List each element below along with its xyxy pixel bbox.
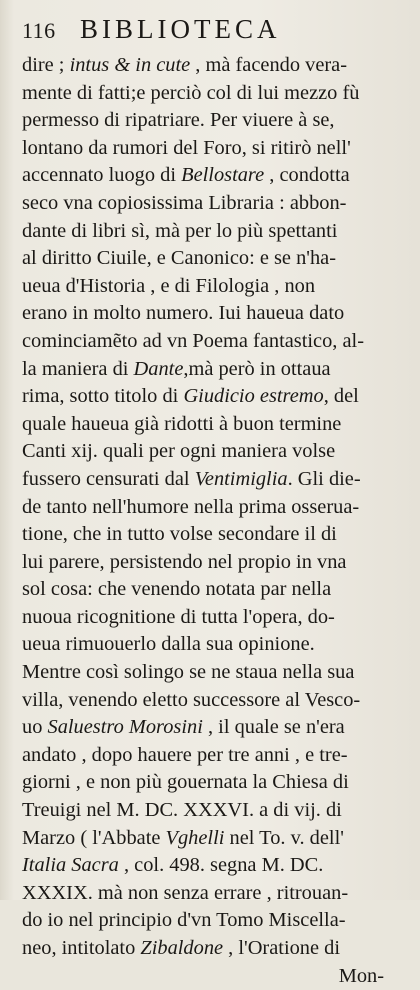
text-run: , condotta bbox=[264, 164, 350, 187]
text-run: Canti xij. quali per ogni maniera volse bbox=[22, 440, 336, 463]
italic-text: Dante bbox=[133, 357, 184, 380]
text-line bbox=[22, 466, 410, 494]
text-line bbox=[22, 135, 410, 163]
text-run: villa, venendo eletto successore al Vesco- bbox=[22, 688, 361, 711]
text-run: , l'Oratione di bbox=[223, 937, 341, 959]
text-run: quale haueua già ridotti à buon termine bbox=[22, 412, 342, 435]
text-line bbox=[22, 52, 410, 80]
text-line bbox=[22, 769, 410, 797]
text-run: de tanto nell'humore nella prima osserua- bbox=[22, 495, 360, 518]
text-run: dire ; bbox=[22, 54, 70, 76]
text-line bbox=[22, 880, 410, 908]
text-run: erano in molto numero. Iui haueua dato bbox=[22, 302, 345, 325]
text-run: ueua rimuouerlo dalla sua opinione. bbox=[22, 633, 315, 656]
text-run: neo, intitolato bbox=[22, 937, 141, 959]
text-line bbox=[22, 714, 410, 742]
text-line bbox=[22, 852, 410, 880]
text-line bbox=[22, 383, 410, 411]
text-run: la maniera di bbox=[22, 357, 134, 380]
text-line bbox=[22, 356, 410, 384]
text-run: accennato luogo di bbox=[22, 164, 182, 187]
text-line bbox=[22, 190, 410, 218]
page-number: 116 bbox=[22, 18, 56, 43]
italic-text: Bellostare bbox=[181, 164, 265, 187]
text-run: sol cosa: che venendo notata par nella bbox=[22, 578, 332, 601]
text-line bbox=[22, 687, 410, 715]
italic-text: Zibaldone bbox=[140, 937, 224, 959]
body-text bbox=[22, 52, 410, 963]
text-run: XXXIX. mà non senza errare , ritrouan- bbox=[22, 881, 349, 904]
catchword: Mon- bbox=[338, 964, 384, 987]
text-line bbox=[22, 549, 410, 577]
text-run: dante di libri sì, mà per lo più spettanti bbox=[22, 219, 338, 242]
text-run: permesso di ripatriare. Per viuere à se, bbox=[22, 109, 335, 132]
text-line bbox=[22, 218, 410, 246]
text-run: mente di fatti;e perciò col di lui mezzo fù bbox=[22, 81, 360, 104]
text-run: Treuigi nel M. DC. XXXVI. a di vij. di bbox=[22, 799, 342, 822]
text-line bbox=[22, 438, 410, 466]
page-header bbox=[22, 14, 410, 50]
text-run: rima, sotto titolo di bbox=[22, 385, 184, 408]
text-line bbox=[22, 907, 410, 935]
text-line bbox=[22, 935, 410, 963]
italic-text: Saluestro Morosini bbox=[47, 716, 203, 739]
text-run: Marzo ( l'Abbate bbox=[22, 826, 166, 849]
text-run: do io nel principio d'vn Tomo Miscella- bbox=[22, 909, 346, 932]
italic-text: Giudicio estremo bbox=[183, 385, 324, 408]
text-run: seco vna copiosissima Libraria : abbon- bbox=[22, 191, 347, 214]
text-run: . Gli die- bbox=[287, 467, 361, 490]
italic-text: intus & in cute bbox=[69, 54, 191, 76]
text-line bbox=[22, 80, 410, 108]
text-run: Mentre così solingo se ne staua nella sua bbox=[22, 661, 355, 684]
text-run: , il quale se n'era bbox=[202, 716, 345, 739]
text-line bbox=[22, 825, 410, 853]
text-line bbox=[22, 328, 410, 356]
text-run: lui parere, persistendo nel propio in vna bbox=[22, 550, 347, 573]
text-line bbox=[22, 742, 410, 770]
text-line bbox=[22, 576, 410, 604]
text-line bbox=[22, 659, 410, 687]
text-line bbox=[22, 797, 410, 825]
text-run: nel To. v. dell' bbox=[224, 826, 344, 849]
text-run: al diritto Ciuile, e Canonico: e se n'ha- bbox=[22, 247, 336, 270]
text-line bbox=[22, 273, 410, 301]
text-line bbox=[22, 245, 410, 273]
text-run: tione, che in tutto volse secondare il di bbox=[22, 523, 337, 546]
text-line bbox=[22, 300, 410, 328]
text-run: ,mà però in ottaua bbox=[183, 357, 331, 380]
text-line bbox=[22, 411, 410, 439]
text-line bbox=[22, 162, 410, 190]
text-line bbox=[22, 631, 410, 659]
text-line bbox=[22, 107, 410, 135]
running-title: BIBLIOTECA bbox=[80, 14, 281, 44]
text-line bbox=[22, 604, 410, 632]
text-run: fussero censurati dal bbox=[22, 467, 195, 490]
text-run: ueua d'Historia , e di Filologia , non bbox=[22, 274, 316, 297]
italic-text: Vghelli bbox=[165, 826, 225, 849]
text-run: andato , dopo hauere per tre anni , e tre- bbox=[22, 743, 348, 766]
italic-text: Ventimiglia bbox=[194, 467, 288, 490]
text-run: cominciamẽto ad vn Poema fantastico, al- bbox=[22, 329, 364, 352]
text-run: , mà facendo vera- bbox=[190, 54, 348, 76]
text-run: , del bbox=[323, 385, 359, 408]
text-run: , col. 498. segna M. DC. bbox=[118, 854, 324, 877]
text-run: uo bbox=[22, 716, 48, 739]
text-run: nuoua ricognitione di tutta l'opera, do- bbox=[22, 605, 335, 628]
text-line bbox=[22, 494, 410, 522]
text-line bbox=[22, 521, 410, 549]
italic-text: Italia Sacra bbox=[22, 854, 119, 877]
text-run: lontano da rumori del Foro, si ritirò nell' bbox=[22, 136, 351, 159]
text-run: giorni , e non più gouernata la Chiesa di bbox=[22, 771, 349, 794]
